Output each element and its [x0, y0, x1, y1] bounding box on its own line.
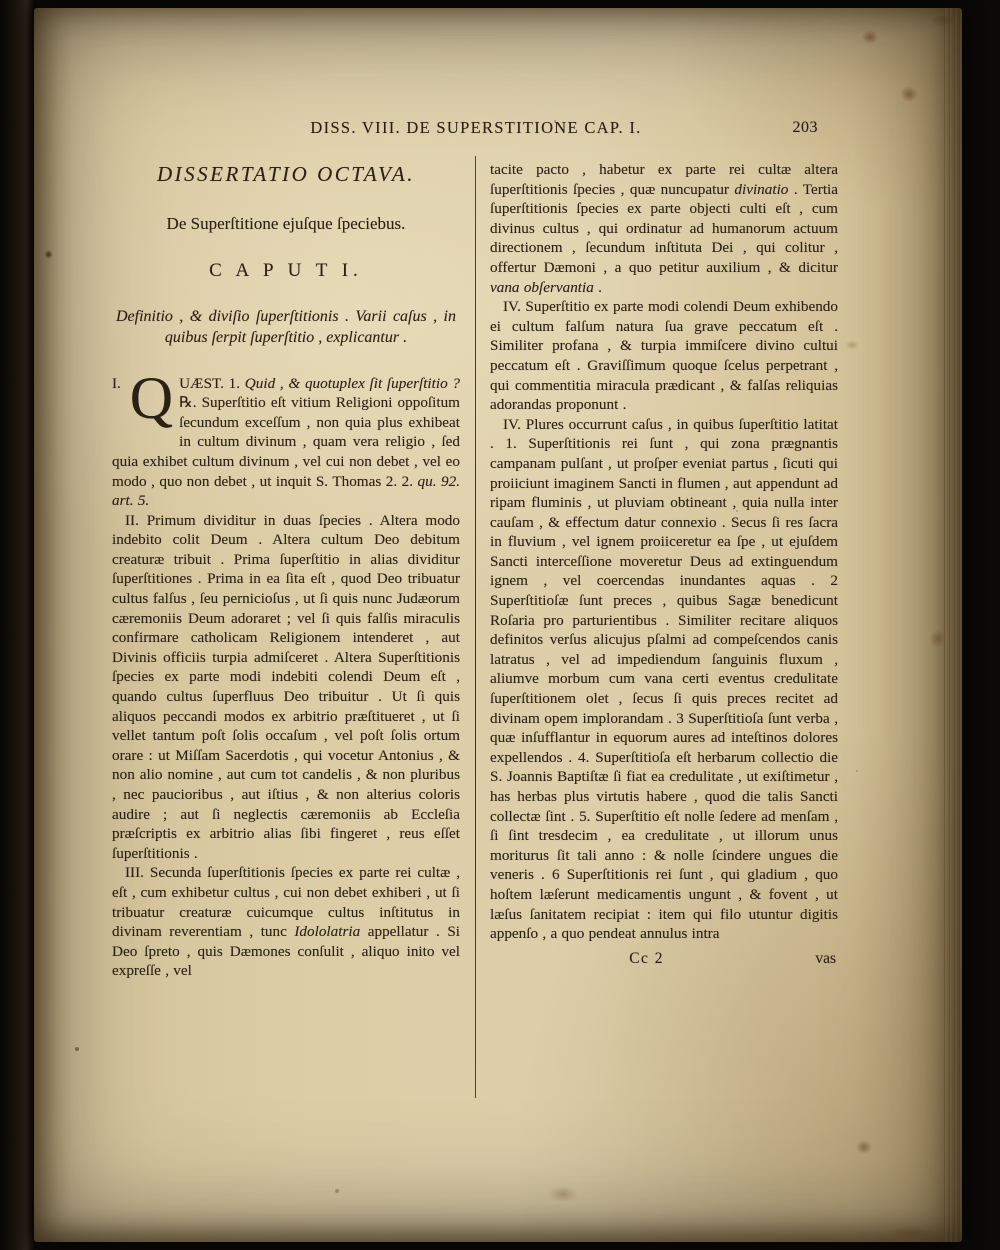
- book-binding: [0, 0, 34, 1250]
- catchword: vas: [815, 949, 836, 967]
- foxing-spot: [862, 30, 878, 44]
- section-marker: I.: [112, 375, 121, 392]
- paragraph-ii: II. Primum dividitur in duas ſpecies . Altera modo indebito colit Deum . Altera cultum Deo debitum creaturæ tribuit . Prima ſuperſtitio in alias dividitur ſuperſtitiones . Prima in ea ſita eſt , quod Deo tribuatur cultus falſus , ſeu pernicioſus , ut ſi quis nunc Judæorum cæremoniis Deum adoraret ; vel ſi quis falſis miraculis confirmare catholicam Religionem intenderet , aut Divinis officiis turpia admiſceret . Altera Superſtitionis ſpecies ex parte modi indebiti colendi Deum eſt , quando cultus ſuperfluus Deo tribuitur . Ut ſi quis aliquos peccandi modos ex arbitrio præſtitueret , ut ſi vellet tantum poſt ſolis occaſum , vel poſt ſolis ortum orare : ut Miſſam Sacerdotis , qui vocetur Antonius , & non alio nomine , aut cum tot candelis , & non pluribus , nec paucioribus , aut iſtius , & non alterius coloris audire ; aut ſi neglectis cæremoniis ab Eccleſia præſcriptis ex arbitrio alias ſibi fingeret , reus eſſet ſuperſtitionis .: [112, 511, 460, 862]
- foxing-spot: [548, 1186, 578, 1202]
- paragraph-iv-cases: IV. Plures occurrunt caſus , in quibus ſuperſtitio latitat . 1. Superſtitionis rei ſunt , qui zona prægnantis campanam pulſant , ut proſper eveniat partus , ſicuti qui proiiciunt imaginem Sancti in flumen , aut appendunt ad ripam fluminis , ut pluviam obtineant , quia nulla inter cauſam , & effectum datur connexio . Secus ſi res ſacra in fluvium , vel ignem proiiceretur ea ſpe , ut ejuſdem Sancti interceſſione moveretur Deus ad extinguendum ignem , vel coercendas inundantes aquas . 2 Superſtitioſæ ſunt preces , quibus Sagæ benedicunt Roſaria pro parturientibus . Similiter recitare aliquos definitos verſus alicujus pſalmi ad compeſcendos canis latratus , vel ad impediendum ſanguinis fluxum , aliumve morbum cum vana certi eventus credulitate ſuperſtitionem olet , ſecus ſi quis preces recitet ad divinam opem implorandam . 3 Superſtitioſa ſunt verba , quæ inſufflantur in equorum aures ad inteſtinos dolores expellendos . 4. Superſtitioſa eſt herbarum collectio die S. Joannis Baptiſtæ ſi fiat ea credulitate , ut exiſtimetur , has herbas plus virtutis habere , quod die talis Sancti collectæ ſint . 5. Superſtitio eſt nolle ſedere ad menſam , ſi ſint tresdecim , ea credulitate , ut illorum unus moriturus ſit tali anno : & nolle ſcindere ungues die veneris . 6 Superſtitionis rei ſunt , qui gladium , quo hoſtem læſerunt medicamentis ungunt , & fovent , ut læſus ſanitatem recipiat : item qui filo utuntur digitis appenſo , a quo pendeat annulus intra: [490, 415, 838, 943]
- page-edge-stack: [942, 8, 962, 1242]
- page-content: [112, 118, 840, 1098]
- paragraph-quaestio: [112, 364, 460, 511]
- chapter-heading: C A P U T I.: [209, 260, 363, 281]
- paragraph-iii: III. Secunda ſuperſtitionis ſpecies ex parte rei cultæ , eſt , cum exhibetur cultus , cui non debet exhiberi , ut ſi tribuatur creaturæ cuicumque cultus inſtitutus in divinam reverentiam , tunc Idololatria appellatur . Si Deo ſpreto , quis Dæmones conſulit , aliquo inito vel expreſſe , vel: [112, 864, 460, 980]
- paragraph-iv: IV. Superſtitio ex parte modi colendi Deum exhibendo ei cultum falſum natura ſua grave peccatum eſt . Similiter profana , & turpia immiſcere divino cultui peccatum eſt . Graviſſimum quoque ſcelus perpetrant , qui commentitia miracula prædicant , & falſas reliquias adorandas proponunt .: [490, 298, 838, 414]
- page-footer: [490, 950, 838, 970]
- paragraph-text: UÆST. 1. Quid , & quotuplex ſit ſuperſtitio ? ℞. Superſtitio eſt vitium Religioni oppoſitum ſecundum exceſſum , non quia plus exhibeat in cultum divinum , quam vera religio , ſed quia exhibet cultum divinum , vel cui non debet , vel eo modo , quo non debet , ut inquit S. Thomas 2. 2. qu. 92. art. 5.: [112, 374, 460, 510]
- dissertation-subtitle: De Superſtitione ejuſque ſpeciebus.: [166, 214, 406, 233]
- column-divider-rule: [475, 156, 476, 1098]
- foxing-spot: [856, 1140, 872, 1154]
- dropcap-block: [112, 364, 179, 450]
- ink-blot: [44, 250, 53, 259]
- page-number: 203: [792, 119, 818, 136]
- paragraph-continuation: tacite pacto , habetur ex parte rei cultæ altera ſuperſtitionis ſpecies , quæ nuncupatur divinatio . Tertia ſuperſtitionis ſpecies ex parte objecti culti eſt , cum divinus cultus , qui ordinatur ad humanorum actuum directionem , ſecundum inſtituta Dei , qui colitur , offertur Dæmoni , a quo petitur auxilium , & dicitur vana obſervantia .: [490, 161, 838, 296]
- foxing-spot: [930, 14, 956, 26]
- signature-mark: Cc 2: [629, 949, 665, 967]
- dropcap-letter: Q: [129, 364, 174, 431]
- left-column: [112, 154, 460, 1098]
- foxing-spot: [888, 1226, 934, 1240]
- foxing-spot: [845, 340, 859, 350]
- right-column: [490, 154, 838, 1098]
- paper-specks: [34, 8, 36, 10]
- book-page: [34, 8, 962, 1242]
- dissertation-title: DISSERTATIO OCTAVA.: [157, 162, 415, 186]
- foxing-spot: [900, 86, 918, 102]
- foxing-spot: [930, 630, 946, 648]
- running-header-title: DISS. VIII. DE SUPERSTITIONE CAP. I.: [310, 118, 642, 137]
- text-columns: [112, 154, 840, 1098]
- running-header: [112, 118, 840, 138]
- chapter-argument: Definitio , & diviſio ſuperſtitionis . Varii caſus , in quibus ſerpit ſuperſtitio , explicantur .: [116, 308, 456, 347]
